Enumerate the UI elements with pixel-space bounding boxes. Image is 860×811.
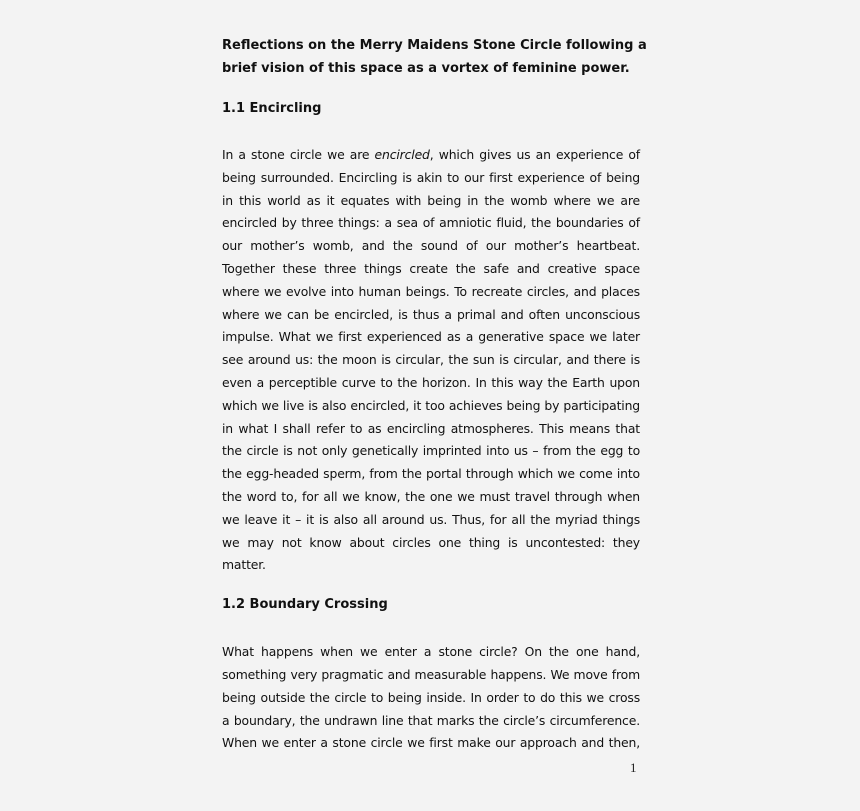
paragraph-line: see around us: the moon is circular, the sun is circular, and there is (222, 352, 640, 368)
paragraph-encircling (222, 144, 640, 577)
paragraph-line: which we live is also encircled, it too achieves being by participating (222, 397, 640, 413)
paragraph-line: where we evolve into human beings. To recreate circles, and places (222, 283, 640, 299)
paragraph-line: matter. (222, 557, 266, 573)
document-content (222, 34, 647, 755)
title-line: Reflections on the Merry Maidens Stone Circle following a (222, 38, 647, 53)
paragraph-line: encircled by three things: a sea of amniotic fluid, the boundaries of (222, 215, 640, 231)
paragraph-line: impulse. What we first experienced as a generative space we later (222, 329, 640, 345)
document-title (222, 34, 647, 80)
paragraph-line: we may not know about circles one thing is uncontested: they (222, 534, 640, 550)
paragraph-line: the word to, for all we know, the one we must travel through when (222, 488, 640, 504)
paragraph-line: the circle is not only genetically imprinted into us – from the egg to (222, 443, 640, 459)
paragraph-line: even a perceptible curve to the horizon. In this way the Earth upon (222, 374, 640, 390)
section-heading-boundary-crossing: 1.2 Boundary Crossing (222, 597, 388, 613)
paragraph-line: in this world as it equates with being in the womb where we are (222, 192, 640, 208)
paragraph-line: being surrounded. Encircling is akin to our first experience of being (222, 169, 640, 185)
title-line: brief vision of this space as a vortex of feminine power. (222, 61, 630, 76)
paragraph-line: being outside the circle to being inside. In order to do this we cross (222, 689, 640, 705)
paragraph-line: where we can be encircled, is thus a primal and often unconscious (222, 306, 640, 322)
section-heading-encircling: 1.1 Encircling (222, 101, 322, 116)
paragraph-line: What happens when we enter a stone circle? On the one hand, (222, 644, 640, 660)
paragraph-boundary-crossing (222, 641, 640, 755)
paragraph-line: a boundary, the undrawn line that marks the circle’s circumference. (222, 712, 640, 728)
paragraph-line: we leave it – it is also all around us. Thus, for all the myriad things (222, 511, 640, 527)
paragraph-line: In a stone circle we are encircled, which gives us an experience of (222, 147, 641, 162)
paragraph-line: something very pragmatic and measurable happens. We move from (222, 666, 640, 682)
paragraph-line: the egg-headed sperm, from the portal through which we come into (222, 466, 640, 482)
paragraph-line: Together these three things create the safe and creative space (222, 260, 640, 276)
emphasis-encircled: encircled (374, 147, 430, 162)
paragraph-line: our mother’s womb, and the sound of our mother’s heartbeat. (222, 238, 640, 254)
paragraph-line: When we enter a stone circle we first make our approach and then, (222, 735, 640, 751)
paragraph-line: in what I shall refer to as encircling atmospheres. This means that (222, 420, 640, 436)
page-number: 1 (630, 760, 637, 775)
